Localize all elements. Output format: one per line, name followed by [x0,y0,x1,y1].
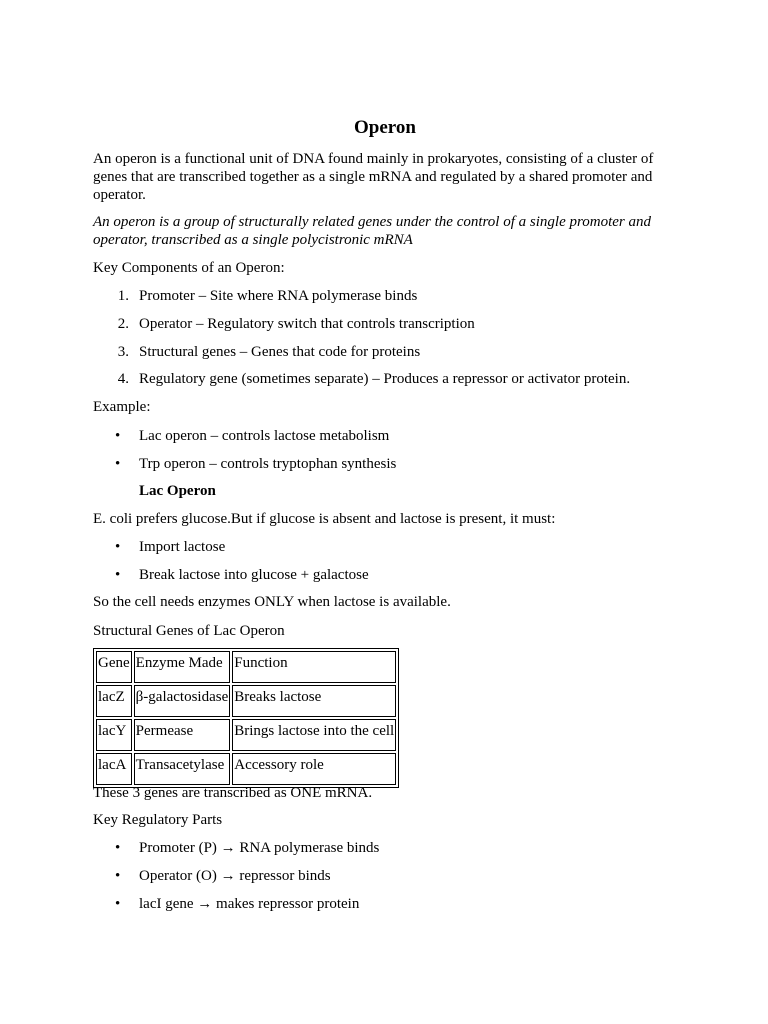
list-item-text: Structural genes – Genes that code for proteins [139,344,421,360]
list-item [93,839,677,857]
list-number: 1. [117,288,129,304]
lac-operon-heading: Lac Operon [139,483,216,499]
ecoli-paragraph: E. coli prefers glucose.But if glucose is absent and lactose is present, it must: [93,511,556,527]
bullet-icon: • [115,428,121,444]
list-number: 2. [117,316,129,332]
page-title: Operon [354,117,416,138]
table-cell: Accessory role [232,753,396,785]
list-item [93,867,677,885]
list-item [93,895,677,913]
list-item [93,538,677,556]
table-row [96,753,396,785]
regulatory-heading: Key Regulatory Parts [93,812,223,828]
list-item [93,370,677,388]
list-item-text: Operator – Regulatory switch that controls transcription [139,316,475,332]
table-cell: Permease [134,719,231,751]
list-item-text: Operator (O) → repressor binds [139,868,331,884]
table-row [96,719,396,751]
list-item-text: Regulatory gene (sometimes separate) – Produces a repressor or activator protein. [139,371,631,387]
bullet-icon: • [115,868,121,884]
list-item-text: Promoter (P) → RNA polymerase binds [139,840,380,856]
table-cell: Breaks lactose [232,685,396,717]
intro-paragraph: An operon is a functional unit of DNA found mainly in prokaryotes, consisting of a cluster of genes that are transcribed together as a single mRNA and regulated by a shared promoter and operator. [93,151,654,203]
bullet-icon: • [115,456,121,472]
list-item [93,287,677,305]
list-item-text: lacI gene → makes repressor protein [139,896,360,912]
table-cell: Brings lactose into the cell [232,719,396,751]
list-item-text: Break lactose into glucose + galactose [139,567,369,583]
list-item [93,427,677,445]
list-number: 3. [117,344,129,360]
list-item-text: Trp operon – controls tryptophan synthesis [139,456,397,472]
table-cell: lacY [96,719,132,751]
bullet-icon: • [115,567,121,583]
key-components-heading: Key Components of an Operon: [93,260,285,276]
bullet-icon: • [115,840,121,856]
table-header-cell: Gene [96,651,132,683]
table-header-row [96,651,396,683]
enzymes-paragraph: So the cell needs enzymes ONLY when lactose is available. [93,594,451,610]
list-item-text: Promoter – Site where RNA polymerase binds [139,288,418,304]
list-item-text: Lac operon – controls lactose metabolism [139,428,390,444]
table-row [96,685,396,717]
definition-paragraph: An operon is a group of structurally related genes under the control of a single promoter and operator, transcribed as a single polycistronic mRNA [93,214,652,248]
list-number: 4. [117,371,129,387]
table-header-cell: Enzyme Made [134,651,231,683]
list-item-text: Import lactose [139,539,226,555]
example-heading: Example: [93,399,151,415]
list-item [93,315,677,333]
table-header-cell: Function [232,651,396,683]
structural-genes-table [93,648,399,788]
list-item [93,566,677,584]
bullet-icon: • [115,539,121,555]
transcribed-paragraph: These 3 genes are transcribed as ONE mRNA. [93,785,373,801]
table-cell: Transacetylase [134,753,231,785]
list-item [93,455,677,473]
list-item [93,343,677,361]
bullet-icon: • [115,896,121,912]
table-cell: β-galactosidase [134,685,231,717]
table-cell: lacZ [96,685,132,717]
table-cell: lacA [96,753,132,785]
structural-genes-heading: Structural Genes of Lac Operon [93,623,285,639]
